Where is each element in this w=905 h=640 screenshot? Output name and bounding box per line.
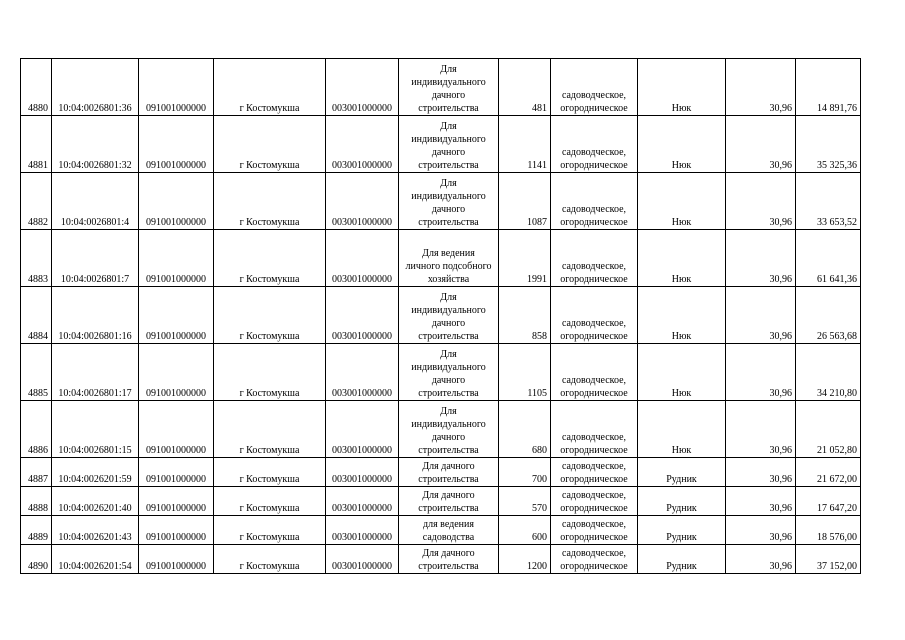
land-category-cell: [551, 230, 638, 287]
okato-code-cell: 091001000000: [139, 344, 214, 401]
land-category-line: садоводческое,: [561, 548, 627, 559]
okato-code-cell: 091001000000: [139, 545, 214, 574]
land-use-purpose-line: Для дачного: [422, 548, 475, 559]
land-use-purpose-line: индивидуального: [411, 191, 486, 202]
cadastral-value-cell: 21 052,80: [796, 401, 861, 458]
row-number-cell: 4881: [21, 116, 52, 173]
table-body: [21, 59, 861, 574]
land-category-cell: [551, 116, 638, 173]
locality-cell: Нюк: [638, 344, 726, 401]
land-use-purpose-line: хозяйства: [427, 274, 470, 285]
cadastral-value-cell: 35 325,36: [796, 116, 861, 173]
locality-cell: Нюк: [638, 401, 726, 458]
land-use-purpose-line: Для дачного: [422, 490, 475, 501]
table-row: [21, 287, 861, 344]
row-number-cell: 4887: [21, 458, 52, 487]
area-cell: 1087: [499, 173, 551, 230]
okato-code-cell: 091001000000: [139, 116, 214, 173]
cadastral-rate-cell: 30,96: [726, 287, 796, 344]
cadastral-number-cell: 10:04:0026201:54: [52, 545, 139, 574]
kladr-code-cell: 003001000000: [326, 545, 399, 574]
okato-code-cell: 091001000000: [139, 59, 214, 116]
land-use-purpose-line: для ведения: [423, 519, 474, 530]
area-cell: 1200: [499, 545, 551, 574]
land-category-cell: [551, 401, 638, 458]
land-category-line: огородническое: [560, 561, 628, 572]
land-use-purpose-cell: [399, 230, 499, 287]
okato-code-cell: 091001000000: [139, 401, 214, 458]
city-cell: г Костомукша: [214, 516, 326, 545]
land-category-line: огородническое: [560, 532, 628, 543]
land-use-purpose-line: Для дачного: [422, 461, 475, 472]
cadastral-rate-cell: 30,96: [726, 458, 796, 487]
cadastral-number-cell: 10:04:0026801:15: [52, 401, 139, 458]
land-use-purpose-cell: [399, 401, 499, 458]
land-use-purpose-line: индивидуального: [411, 305, 486, 316]
land-category-line: огородническое: [560, 274, 628, 285]
area-cell: 1141: [499, 116, 551, 173]
cadastral-rate-cell: 30,96: [726, 173, 796, 230]
table-row: [21, 458, 861, 487]
area-cell: 858: [499, 287, 551, 344]
okato-code-cell: 091001000000: [139, 458, 214, 487]
row-number-cell: 4885: [21, 344, 52, 401]
cadastral-number-cell: 10:04:0026201:43: [52, 516, 139, 545]
cadastral-rate-cell: 30,96: [726, 116, 796, 173]
land-use-purpose-line: строительства: [418, 103, 479, 114]
cadastral-number-cell: 10:04:0026801:16: [52, 287, 139, 344]
cadastral-value-cell: 34 210,80: [796, 344, 861, 401]
land-use-purpose-line: Для ведения: [422, 248, 475, 259]
cadastral-number-cell: 10:04:0026801:7: [52, 230, 139, 287]
land-use-purpose-cell: [399, 173, 499, 230]
land-use-purpose-line: строительства: [418, 160, 479, 171]
kladr-code-cell: 003001000000: [326, 59, 399, 116]
cadastral-rate-cell: 30,96: [726, 487, 796, 516]
land-use-purpose-cell: [399, 545, 499, 574]
cadastral-number-cell: 10:04:0026801:4: [52, 173, 139, 230]
land-registry-sheet: [20, 58, 861, 574]
land-use-purpose-cell: [399, 59, 499, 116]
cadastral-rate-cell: 30,96: [726, 59, 796, 116]
land-category-cell: [551, 59, 638, 116]
land-use-purpose-line: Для: [440, 292, 457, 303]
land-category-line: садоводческое,: [561, 90, 627, 101]
locality-cell: Рудник: [638, 458, 726, 487]
kladr-code-cell: 003001000000: [326, 401, 399, 458]
land-use-purpose-line: дачного: [431, 147, 466, 158]
cadastral-rate-cell: 30,96: [726, 545, 796, 574]
land-use-purpose-line: строительства: [418, 331, 479, 342]
kladr-code-cell: 003001000000: [326, 458, 399, 487]
cadastral-number-cell: 10:04:0026801:36: [52, 59, 139, 116]
table-row: [21, 401, 861, 458]
cadastral-number-cell: 10:04:0026801:17: [52, 344, 139, 401]
row-number-cell: 4886: [21, 401, 52, 458]
table-row: [21, 344, 861, 401]
cadastral-value-cell: 33 653,52: [796, 173, 861, 230]
land-category-line: огородническое: [560, 474, 628, 485]
cadastral-value-cell: 37 152,00: [796, 545, 861, 574]
city-cell: г Костомукша: [214, 344, 326, 401]
locality-cell: Рудник: [638, 487, 726, 516]
area-cell: 570: [499, 487, 551, 516]
land-category-line: садоводческое,: [561, 432, 627, 443]
kladr-code-cell: 003001000000: [326, 487, 399, 516]
land-use-purpose-line: Для: [440, 178, 457, 189]
land-use-purpose-line: Для: [440, 64, 457, 75]
cadastral-value-cell: 17 647,20: [796, 487, 861, 516]
kladr-code-cell: 003001000000: [326, 287, 399, 344]
land-use-purpose-line: индивидуального: [411, 77, 486, 88]
land-use-purpose-line: строительства: [418, 503, 479, 514]
land-category-line: огородническое: [560, 445, 628, 456]
land-use-purpose-line: дачного: [431, 204, 466, 215]
land-use-purpose-cell: [399, 116, 499, 173]
city-cell: г Костомукша: [214, 545, 326, 574]
cadastral-value-cell: 14 891,76: [796, 59, 861, 116]
land-use-purpose-line: дачного: [431, 318, 466, 329]
land-use-purpose-cell: [399, 458, 499, 487]
land-use-purpose-line: личного подсобного: [405, 261, 492, 272]
cadastral-rate-cell: 30,96: [726, 344, 796, 401]
row-number-cell: 4880: [21, 59, 52, 116]
land-use-purpose-line: дачного: [431, 375, 466, 386]
land-use-purpose-line: дачного: [431, 432, 466, 443]
kladr-code-cell: 003001000000: [326, 116, 399, 173]
land-category-cell: [551, 516, 638, 545]
city-cell: г Костомукша: [214, 401, 326, 458]
okato-code-cell: 091001000000: [139, 230, 214, 287]
land-use-purpose-line: строительства: [418, 217, 479, 228]
city-cell: г Костомукша: [214, 458, 326, 487]
land-use-purpose-cell: [399, 487, 499, 516]
land-category-cell: [551, 458, 638, 487]
area-cell: 1105: [499, 344, 551, 401]
cadastral-value-cell: 61 641,36: [796, 230, 861, 287]
land-use-purpose-line: индивидуального: [411, 419, 486, 430]
land-category-line: огородническое: [560, 331, 628, 342]
row-number-cell: 4888: [21, 487, 52, 516]
city-cell: г Костомукша: [214, 173, 326, 230]
land-category-line: огородническое: [560, 503, 628, 514]
locality-cell: Нюк: [638, 59, 726, 116]
row-number-cell: 4889: [21, 516, 52, 545]
row-number-cell: 4883: [21, 230, 52, 287]
land-category-cell: [551, 344, 638, 401]
land-use-purpose-line: садоводства: [422, 532, 475, 543]
locality-cell: Рудник: [638, 545, 726, 574]
row-number-cell: 4884: [21, 287, 52, 344]
land-category-line: огородническое: [560, 160, 628, 171]
land-category-line: садоводческое,: [561, 461, 627, 472]
area-cell: 481: [499, 59, 551, 116]
land-use-purpose-line: Для: [440, 121, 457, 132]
table-row: [21, 516, 861, 545]
kladr-code-cell: 003001000000: [326, 230, 399, 287]
cadastral-number-cell: 10:04:0026201:59: [52, 458, 139, 487]
okato-code-cell: 091001000000: [139, 287, 214, 344]
cadastral-rate-cell: 30,96: [726, 230, 796, 287]
area-cell: 600: [499, 516, 551, 545]
land-category-line: садоводческое,: [561, 318, 627, 329]
locality-cell: Нюк: [638, 287, 726, 344]
city-cell: г Костомукша: [214, 287, 326, 344]
land-category-line: садоводческое,: [561, 375, 627, 386]
table-row: [21, 230, 861, 287]
land-category-line: садоводческое,: [561, 519, 627, 530]
city-cell: г Костомукша: [214, 116, 326, 173]
land-use-purpose-cell: [399, 287, 499, 344]
area-cell: 700: [499, 458, 551, 487]
land-use-purpose-line: индивидуального: [411, 362, 486, 373]
land-category-line: садоводческое,: [561, 147, 627, 158]
table-row: [21, 545, 861, 574]
locality-cell: Рудник: [638, 516, 726, 545]
cadastral-rate-cell: 30,96: [726, 516, 796, 545]
table-row: [21, 59, 861, 116]
land-use-purpose-cell: [399, 516, 499, 545]
area-cell: 1991: [499, 230, 551, 287]
land-registry-table: [20, 58, 861, 574]
cadastral-number-cell: 10:04:0026801:32: [52, 116, 139, 173]
locality-cell: Нюк: [638, 173, 726, 230]
kladr-code-cell: 003001000000: [326, 516, 399, 545]
city-cell: г Костомукша: [214, 487, 326, 516]
okato-code-cell: 091001000000: [139, 487, 214, 516]
land-use-purpose-line: дачного: [431, 90, 466, 101]
land-category-line: садоводческое,: [561, 204, 627, 215]
row-number-cell: 4890: [21, 545, 52, 574]
row-number-cell: 4882: [21, 173, 52, 230]
kladr-code-cell: 003001000000: [326, 344, 399, 401]
table-row: [21, 116, 861, 173]
area-cell: 680: [499, 401, 551, 458]
land-category-line: садоводческое,: [561, 490, 627, 501]
land-use-purpose-line: Для: [440, 349, 457, 360]
cadastral-number-cell: 10:04:0026201:40: [52, 487, 139, 516]
land-category-cell: [551, 173, 638, 230]
land-category-cell: [551, 545, 638, 574]
city-cell: г Костомукша: [214, 59, 326, 116]
land-category-line: огородническое: [560, 103, 628, 114]
land-category-line: огородническое: [560, 388, 628, 399]
cadastral-value-cell: 21 672,00: [796, 458, 861, 487]
locality-cell: Нюк: [638, 230, 726, 287]
land-category-cell: [551, 287, 638, 344]
kladr-code-cell: 003001000000: [326, 173, 399, 230]
locality-cell: Нюк: [638, 116, 726, 173]
land-use-purpose-line: строительства: [418, 388, 479, 399]
land-use-purpose-line: строительства: [418, 474, 479, 485]
land-category-cell: [551, 487, 638, 516]
okato-code-cell: 091001000000: [139, 516, 214, 545]
land-category-line: огородническое: [560, 217, 628, 228]
land-use-purpose-cell: [399, 344, 499, 401]
cadastral-value-cell: 26 563,68: [796, 287, 861, 344]
table-row: [21, 487, 861, 516]
cadastral-value-cell: 18 576,00: [796, 516, 861, 545]
okato-code-cell: 091001000000: [139, 173, 214, 230]
cadastral-rate-cell: 30,96: [726, 401, 796, 458]
city-cell: г Костомукша: [214, 230, 326, 287]
land-use-purpose-line: строительства: [418, 561, 479, 572]
land-use-purpose-line: индивидуального: [411, 134, 486, 145]
land-use-purpose-line: строительства: [418, 445, 479, 456]
land-category-line: садоводческое,: [561, 261, 627, 272]
land-use-purpose-line: Для: [440, 406, 457, 417]
table-row: [21, 173, 861, 230]
